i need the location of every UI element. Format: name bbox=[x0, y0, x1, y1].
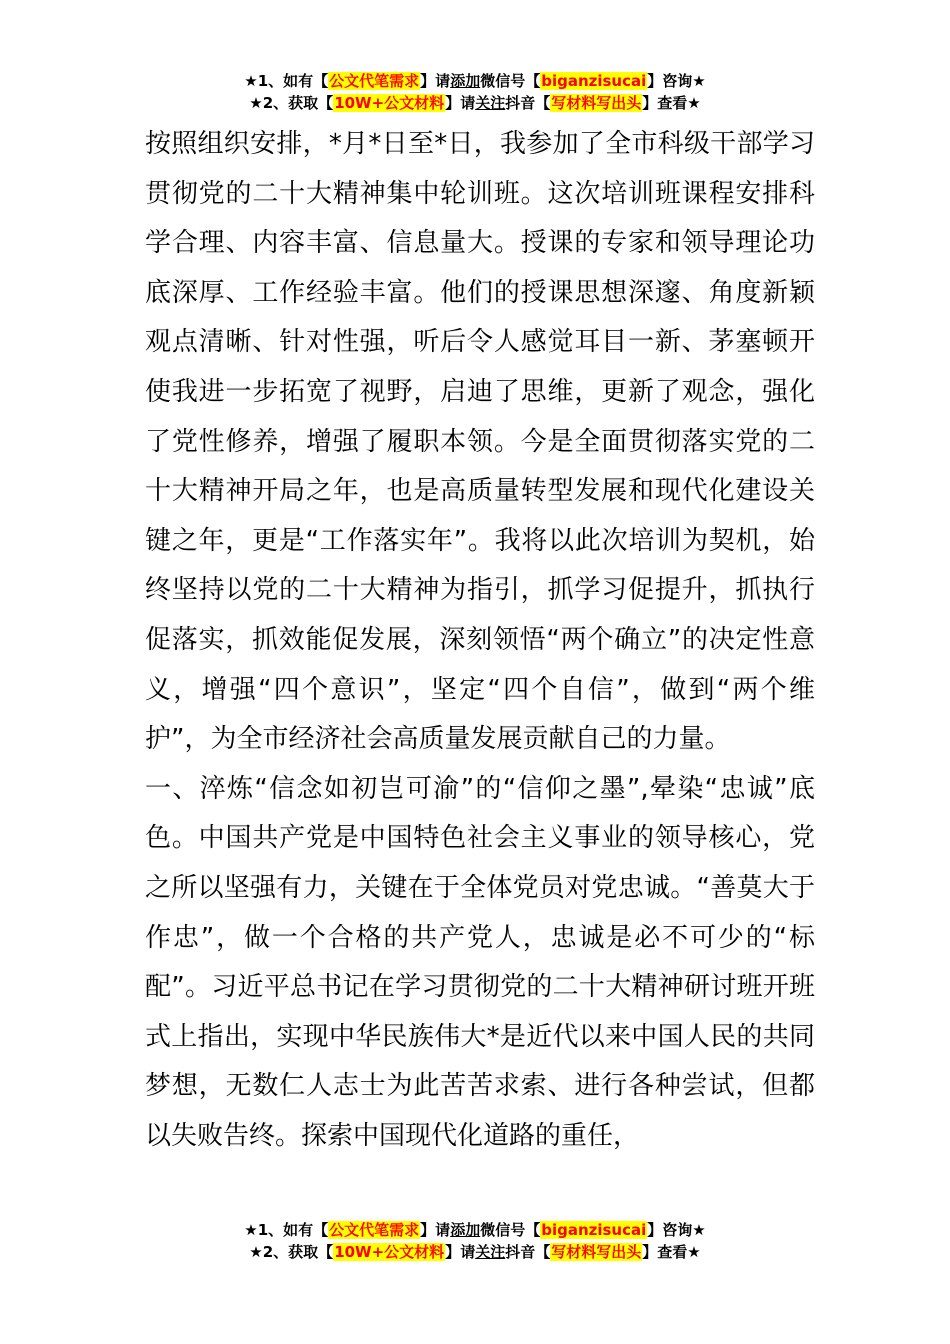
footer-banner-line-2 bbox=[0, 1241, 950, 1263]
banner-text: 】请 bbox=[420, 1221, 451, 1239]
banner-highlight: 公文代笔需求 bbox=[329, 72, 420, 90]
banner-text: 】请 bbox=[420, 72, 451, 90]
banner-emphasis: 添加 bbox=[450, 72, 481, 90]
paragraph-section-1: 一、淬炼“信念如初岂可渝”的“信仰之墨”,晕染“忠诚”底色。中国共产党是中国特色社会主义事业的领导核心，党之所以坚强有力，关键在于全体党员对党忠诚。“善莫大于作忠”，做一个合格的共产党人，忠诚是必不可少的“标配”。习近平总书记在学习贯彻党的二十大精神研讨班开班式上指出，实现中华民族伟大*是近代以来中国人民的共同梦想，无数仁人志士为此苦苦求索、进行各种尝试，但都以失败告终。探索中国现代化道路的重任， bbox=[145, 773, 815, 1151]
banner-text: 】请 bbox=[445, 94, 476, 112]
banner-highlight: 写材料写出头 bbox=[551, 94, 642, 112]
banner-highlight: 10W+公文材料 bbox=[334, 1243, 445, 1261]
banner-prefix: ★2、获取【 bbox=[249, 94, 334, 112]
paragraph-intro: 按照组织安排，*月*日至*日，我参加了全市科级干部学习贯彻党的二十大精神集中轮训班。这次培训班课程安排科学合理、内容丰富、信息量大。授课的专家和领导理论功底深厚、工作经验丰富。他们的授课思想深邃、角度新颖观点清晰、针对性强，听后令人感觉耳目一新、茅塞顿开使我进一步拓宽了视野，启迪了思维，更新了观念，强化了党性修养，增强了履职本领。今是全面贯彻落实党的二十大精神开局之年，也是高质量转型发展和现代化建设关键之年，更是“工作落实年”。我将以此次培训为契机，始终坚持以党的二十大精神为指引，抓学习促提升，抓执行促落实，抓效能促发展，深刻领悟“两个确立”的决定性意义，增强“四个意识”，坚定“四个自信”，做到“两个维护”，为全市经济社会高质量发展贡献自己的力量。 bbox=[145, 129, 815, 755]
banner-highlight: 10W+公文材料 bbox=[334, 94, 445, 112]
banner-prefix: ★2、获取【 bbox=[249, 1243, 334, 1261]
banner-text: 抖音【 bbox=[505, 94, 551, 112]
footer-banner-line-1 bbox=[0, 1219, 950, 1241]
banner-highlight: biganzisucai bbox=[541, 72, 647, 90]
document-body bbox=[145, 120, 815, 1161]
banner-prefix: ★1、如有【 bbox=[244, 1221, 329, 1239]
banner-prefix: ★1、如有【 bbox=[244, 72, 329, 90]
banner-highlight: 公文代笔需求 bbox=[329, 1221, 420, 1239]
banner-emphasis: 关注 bbox=[475, 1243, 506, 1261]
banner-suffix: 】查看★ bbox=[642, 1243, 701, 1261]
footer-banner bbox=[0, 1219, 950, 1263]
banner-suffix: 】咨询★ bbox=[647, 72, 706, 90]
header-banner bbox=[0, 70, 950, 114]
header-banner-line-1 bbox=[0, 70, 950, 92]
banner-highlight: biganzisucai bbox=[541, 1221, 647, 1239]
banner-emphasis: 关注 bbox=[475, 94, 506, 112]
banner-highlight: 写材料写出头 bbox=[551, 1243, 642, 1261]
banner-text: 】请 bbox=[445, 1243, 476, 1261]
banner-suffix: 】咨询★ bbox=[647, 1221, 706, 1239]
banner-emphasis: 添加 bbox=[450, 1221, 481, 1239]
banner-text: 微信号【 bbox=[480, 72, 541, 90]
banner-text: 抖音【 bbox=[505, 1243, 551, 1261]
header-banner-line-2 bbox=[0, 92, 950, 114]
banner-suffix: 】查看★ bbox=[642, 94, 701, 112]
banner-text: 微信号【 bbox=[480, 1221, 541, 1239]
